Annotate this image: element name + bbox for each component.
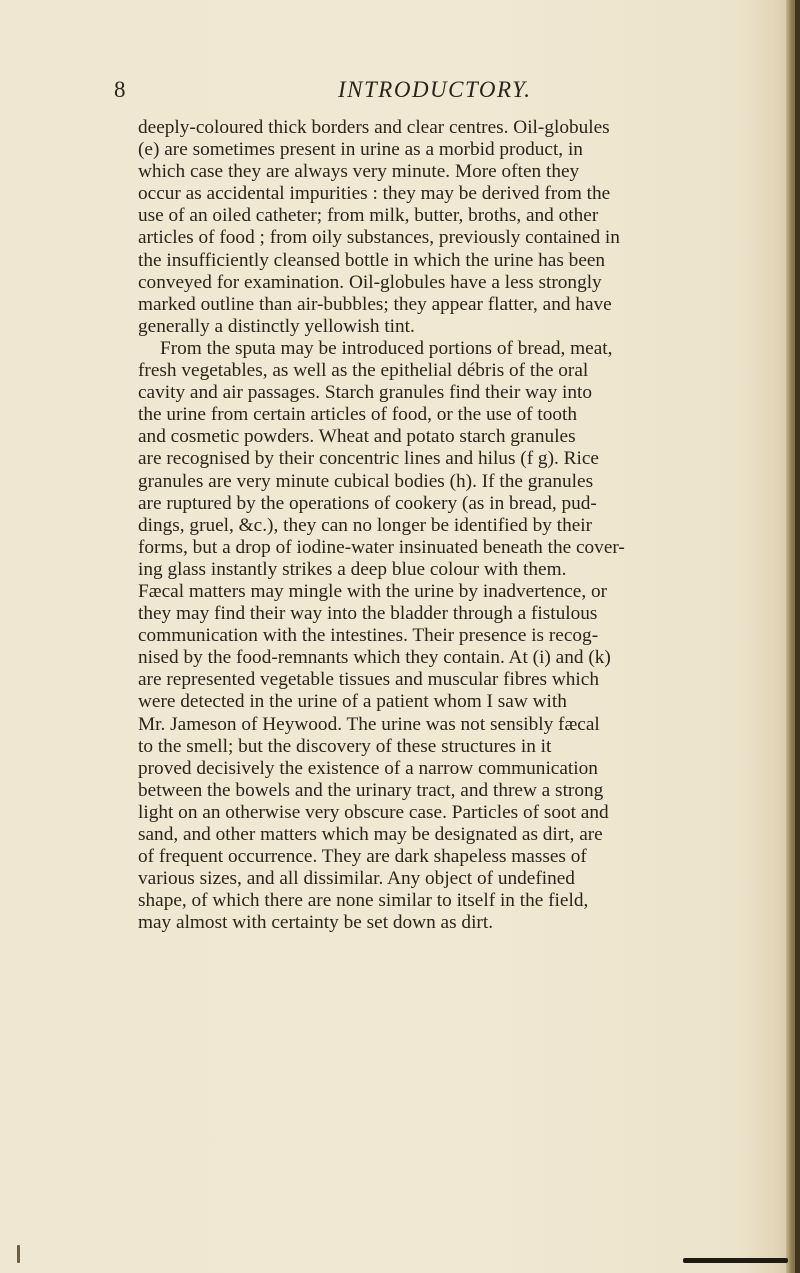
text-line: From the sputa may be introduced portions of bread, meat, — [160, 337, 613, 359]
text-line: communication with the intestines. Their presence is recog- — [138, 625, 599, 647]
text-line: and cosmetic powders. Wheat and potato starch granules — [138, 426, 576, 448]
text-line: cavity and air passages. Starch granules find their way into — [138, 382, 593, 404]
text-line: generally a distinctly yellowish tint. — [138, 315, 415, 337]
text-line: the insufficiently cleansed bottle in which the urine has been — [138, 249, 606, 271]
text-line: were detected in the urine of a patient whom I saw with — [138, 691, 567, 713]
text-line: forms, but a drop of iodine-water insinuated beneath the cover- — [138, 536, 625, 558]
text-line: which case they are always very minute. More often they — [138, 161, 580, 183]
text-line: proved decisively the existence of a narrow communication — [138, 757, 598, 779]
text-line: Mr. Jameson of Heywood. The urine was not sensibly fæcal — [138, 713, 600, 735]
text-line: (e) are sometimes present in urine as a morbid product, in — [138, 139, 583, 161]
text-line: nised by the food-remnants which they contain. At (i) and (k) — [138, 647, 611, 669]
running-head: INTRODUCTORY. — [338, 77, 532, 102]
text-line: fresh vegetables, as well as the epithelial débris of the oral — [138, 360, 589, 382]
text-line: they may find their way into the bladder through a fistulous — [138, 603, 598, 625]
text-line: conveyed for examination. Oil-globules have a less strongly — [138, 271, 602, 293]
text-line: may almost with certainty be set down as dirt. — [138, 912, 494, 934]
text-line: deeply-coloured thick borders and clear centres. Oil-globules — [138, 117, 610, 138]
text-line: shape, of which there are none similar to itself in the field, — [138, 890, 589, 912]
text-line: Fæcal matters may mingle with the urine by inadvertence, or — [138, 580, 608, 602]
left-edge-mark — [17, 1245, 20, 1263]
page-number: 8 — [114, 77, 126, 102]
text-line: are ruptured by the operations of cookery (as in bread, pud- — [138, 492, 597, 514]
text-line: ing glass instantly strikes a deep blue colour with them. — [138, 558, 567, 580]
text-line: are recognised by their concentric lines and hilus (f g). Rice — [138, 448, 599, 470]
page-binding-shadow — [795, 0, 800, 1273]
text-line: use of an oiled catheter; from milk, butter, broths, and other — [138, 205, 599, 227]
bottom-edge-mark — [683, 1258, 788, 1263]
text-line: the urine from certain articles of food, or the use of tooth — [138, 404, 578, 426]
text-line: various sizes, and all dissimilar. Any object of undefined — [138, 868, 575, 890]
text-line: occur as accidental impurities : they may be derived from the — [138, 183, 611, 205]
text-line: marked outline than air-bubbles; they appear flatter, and have — [138, 293, 612, 315]
text-line: dings, gruel, &c.), they can no longer be identified by their — [138, 514, 593, 536]
text-line: granules are very minute cubical bodies (h). If the granules — [138, 470, 594, 492]
page-header — [0, 76, 800, 106]
text-line: light on an otherwise very obscure case. Particles of soot and — [138, 801, 609, 823]
text-line: articles of food ; from oily substances, previously contained in — [138, 227, 620, 249]
text-line: to the smell; but the discovery of these structures in it — [138, 735, 552, 757]
text-line: of frequent occurrence. They are dark shapeless masses of — [138, 846, 587, 868]
text-line: are represented vegetable tissues and muscular fibres which — [138, 669, 599, 691]
text-line: between the bowels and the urinary tract, and threw a strong — [138, 779, 604, 801]
body-text — [138, 117, 788, 934]
text-line: sand, and other matters which may be designated as dirt, are — [138, 824, 603, 845]
